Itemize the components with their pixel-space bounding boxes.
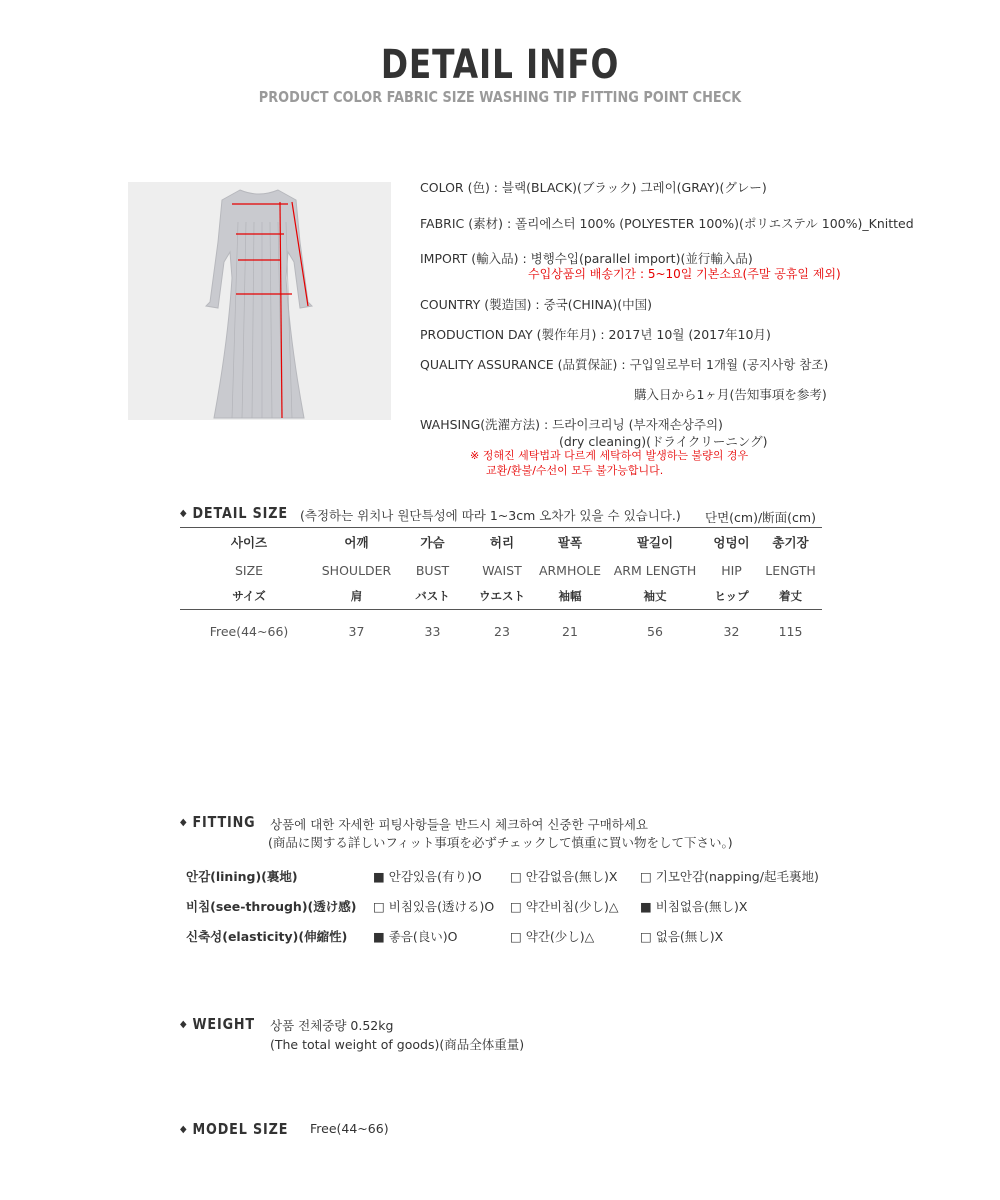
info-color: COLOR (色) : 블랙(BLACK)(ブラック) 그레이(GRAY)(グレー)	[420, 180, 767, 195]
diamond-icon: ◆	[180, 1124, 188, 1135]
detail-size-heading: ◆ DETAIL SIZE	[180, 504, 288, 522]
product-photo	[128, 182, 391, 420]
info-quality: QUALITY ASSURANCE (品質保証) : 구입일로부터 1개월 (공지사항 참조)	[420, 357, 829, 372]
fitting-option: ■ 좋음(良い)O	[373, 929, 458, 944]
fitting-note1: 상품에 대한 자세한 피팅사항들을 반드시 체크하여 신중한 구매하세요	[270, 817, 648, 832]
fitting-option: □ 없음(無し)X	[640, 929, 724, 944]
diamond-icon: ◆	[180, 817, 188, 828]
detail-size-unit: 단면(cm)/断面(cm)	[705, 510, 816, 525]
fitting-label-see-through: 비침(see-through)(透け感)	[186, 899, 357, 914]
fitting-note2: (商品に関する詳しいフィット事項を必ずチェックして慎重に買い物をして下さい。)	[268, 835, 733, 850]
fitting-option: □ 안감없음(無し)X	[510, 869, 618, 884]
info-country: COUNTRY (製造国) : 중국(CHINA)(中国)	[420, 297, 652, 312]
fitting-option: □ 약간비침(少し)△	[510, 899, 619, 914]
info-quality-jp: 購入日から1ヶ月(告知事項を参考)	[634, 387, 827, 402]
model-size-value: Free(44~66)	[310, 1121, 389, 1136]
diamond-icon: ◆	[180, 1019, 188, 1030]
fitting-label-lining: 안감(lining)(裏地)	[186, 869, 298, 884]
info-washing-note1: ※ 정해진 세탁법과 다르게 세탁하여 발생하는 불량의 경우	[470, 449, 749, 462]
fitting-option: ■ 안감있음(有り)O	[373, 869, 482, 884]
dress-illustration	[128, 182, 391, 420]
diamond-icon: ◆	[180, 508, 188, 519]
fitting-option: □ 기모안감(napping/起毛裏地)	[640, 869, 819, 884]
weight-line2: (The total weight of goods)(商品全体重量)	[270, 1037, 525, 1052]
table-row: Free(44~66) 37 33 23 21 56 32 115	[209, 623, 803, 639]
fitting-label-elasticity: 신축성(elasticity)(伸縮性)	[186, 929, 348, 944]
detail-size-note: (측정하는 위치나 원단특성에 따라 1~3cm 오차가 있을 수 있습니다.)	[300, 508, 681, 523]
fitting-heading: ◆ FITTING	[180, 813, 256, 831]
page-title: DETAIL INFO	[380, 42, 620, 88]
size-header-en: SIZE SHOULDER BUST WAIST ARMHOLE ARM LENGTH HIP LENGTH	[234, 562, 816, 578]
size-header-ko: 사이즈 어깨 가슴 허리 팔폭 팔길이 엉덩이 총기장	[230, 535, 809, 550]
fitting-option: □ 비침있음(透ける)O	[373, 899, 495, 914]
info-washing-en: (dry cleaning)(ドライクリーニング)	[559, 434, 768, 449]
info-washing: WAHSING(洗濯方法) : 드라이크리닝 (부자재손상주의)	[420, 417, 723, 432]
weight-heading: ◆ WEIGHT	[180, 1015, 255, 1033]
info-production: PRODUCTION DAY (製作年月) : 2017년 10월 (2017年10月)	[420, 327, 771, 342]
info-fabric: FABRIC (素材) : 폴리에스터 100% (POLYESTER 100%)(ポリエステル 100%)_Knitted	[420, 216, 914, 231]
model-size-heading: ◆ MODEL SIZE	[180, 1120, 289, 1138]
info-washing-note2: 교환/환불/수선이 모두 불가능합니다.	[486, 464, 664, 477]
info-import: IMPORT (輸入品) : 병행수입(parallel import)(並行輸入品)	[420, 251, 753, 266]
info-import-note: 수입상품의 배송기간 : 5~10일 기본소요(주말 공휴일 제외)	[528, 267, 841, 281]
fitting-option: □ 약간(少し)△	[510, 929, 595, 944]
weight-line1: 상품 전체중량 0.52kg	[270, 1018, 394, 1033]
fitting-option: ■ 비침없음(無し)X	[640, 899, 748, 914]
size-header-jp: サイズ 肩 バスト ウエスト 袖幅 袖丈 ヒップ 着丈	[180, 583, 822, 610]
size-table	[180, 527, 822, 652]
page-subtitle: PRODUCT COLOR FABRIC SIZE WASHING TIP FITTING POINT CHECK	[258, 88, 742, 106]
